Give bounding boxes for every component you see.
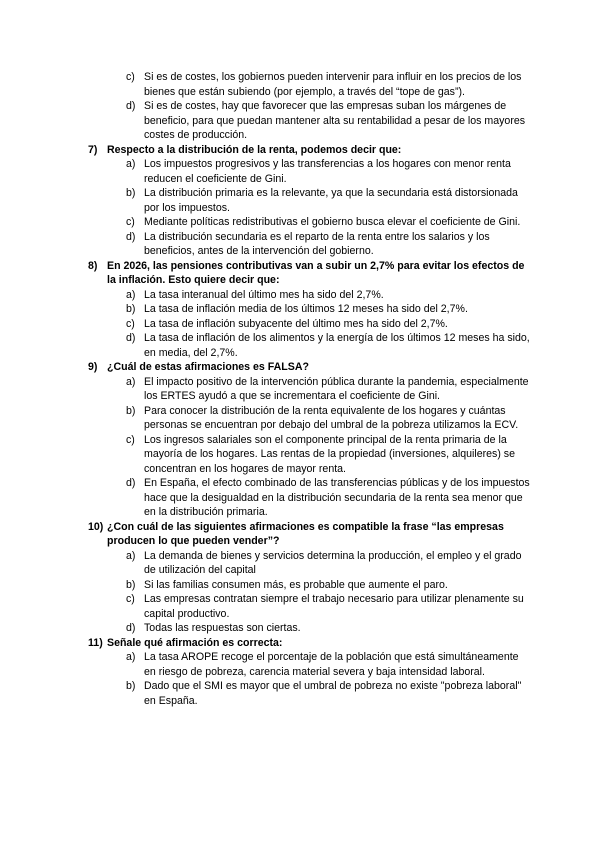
option-item <box>0 317 600 332</box>
option-text: Mediante políticas redistributivas el gobierno busca elevar el coeficiente de Gini. <box>144 216 521 228</box>
option-letter: a) <box>126 158 136 170</box>
option-text: Si es de costes, los gobiernos pueden intervenir para influir en los precios de los bienes que están subiendo (por ejemplo, a través del “tope de gas”). <box>144 71 522 98</box>
option-item <box>0 375 600 404</box>
option-text: En España, el efecto combinado de las transferencias públicas y de los impuestos hace que la desigualdad en la distribución secundaria de la renta sea menor que en la distribución primaria. <box>144 477 530 518</box>
option-item <box>0 215 600 230</box>
option-letter: a) <box>126 288 136 301</box>
option-letter: d) <box>126 332 136 344</box>
option-text: La demanda de bienes y servicios determina la producción, el empleo y el grado de utilización del capital <box>144 549 522 576</box>
option-item <box>0 433 600 477</box>
option-letter: a) <box>126 549 136 562</box>
option-item <box>0 186 600 215</box>
question-11 <box>0 636 600 709</box>
option-letter: c) <box>126 593 135 605</box>
option-letter: d) <box>126 100 136 112</box>
question-heading <box>0 259 600 288</box>
option-text: Dado que el SMI es mayor que el umbral de pobreza no existe "pobreza laboral" en España. <box>144 680 522 707</box>
question-text: ¿Con cuál de las siguientes afirmaciones es compatible la frase “las empresas producen lo que pueden vender”? <box>107 520 504 547</box>
option-item <box>0 476 600 520</box>
option-item <box>0 331 600 360</box>
option-letter: c) <box>126 317 135 330</box>
question-number: 10) <box>88 520 104 533</box>
option-text: Si las familias consumen más, es probable que aumente el paro. <box>144 578 448 591</box>
option-item <box>0 650 600 679</box>
option-text: La tasa de inflación media de los últimos 12 meses ha sido del 2,7%. <box>144 303 468 315</box>
option-item <box>0 404 600 433</box>
question-text: Respecto a la distribución de la renta, podemos decir que: <box>107 143 402 156</box>
question-text: ¿Cuál de estas afirmaciones es FALSA? <box>107 361 309 373</box>
option-letter: b) <box>126 404 136 417</box>
question-number: 7) <box>88 143 98 156</box>
option-text: La tasa AROPE recoge el porcentaje de la población que está simultáneamente en riesgo de pobreza, carencia material severa y baja intensidad laboral. <box>144 651 519 678</box>
option-text: Para conocer la distribución de la renta equivalente de los hogares y cuántas personas se encuentran por debajo del umbral de la pobreza utilizamos la ECV. <box>144 404 519 431</box>
question-10 <box>0 520 600 636</box>
option-letter: d) <box>126 477 136 489</box>
question-text: Señale qué afirmación es correcta: <box>107 636 283 649</box>
question-number: 9) <box>88 361 98 373</box>
option-letter: c) <box>126 71 135 83</box>
option-text: Los impuestos progresivos y las transferencias a los hogares con menor renta reducen el coeficiente de Gini. <box>144 158 511 185</box>
option-letter: a) <box>126 375 136 388</box>
option-item <box>0 157 600 186</box>
option-text: La distribución secundaria es el reparto de la renta entre los salarios y los beneficios, antes de la intervención del gobierno. <box>144 230 490 257</box>
question-number: 8) <box>88 259 98 272</box>
option-text: Si es de costes, hay que favorecer que las empresas suban los márgenes de beneficio, para que puedan mantener alta su rentabilidad a pesar de los mayores costes de producción. <box>144 100 526 141</box>
question-9 <box>0 360 600 520</box>
previous-question-options <box>0 70 600 143</box>
option-letter: c) <box>126 216 135 228</box>
option-letter: d) <box>126 622 136 634</box>
option-text: Los ingresos salariales son el componente principal de la renta primaria de la mayoría de los hogares. Las rentas de la propiedad (inversiones, alquileres) se concentran en los hogares de mayor renta. <box>144 433 515 475</box>
option-item <box>0 70 600 99</box>
option-item <box>0 302 600 317</box>
option-text: La distribución primaria es la relevante, ya que la secundaria está distorsionada por los impuestos. <box>144 187 518 214</box>
option-text: El impacto positivo de la intervención pública durante la pandemia, especialmente los ERTES ayudó a que se incrementara el coeficiente de Gini. <box>144 375 529 402</box>
question-8 <box>0 259 600 361</box>
option-letter: b) <box>126 303 136 315</box>
option-text: La tasa interanual del último mes ha sido del 2,7%. <box>144 288 384 301</box>
option-letter: d) <box>126 230 136 243</box>
option-letter: c) <box>126 433 135 446</box>
option-item <box>0 288 600 303</box>
option-text: Todas las respuestas son ciertas. <box>144 622 301 634</box>
option-text: La tasa de inflación de los alimentos y la energía de los últimos 12 meses ha sido, en media, del 2,7%. <box>144 332 530 359</box>
option-item <box>0 679 600 708</box>
question-heading <box>0 636 600 651</box>
document-page <box>0 70 600 708</box>
question-heading <box>0 360 600 375</box>
question-heading <box>0 520 600 549</box>
option-item <box>0 578 600 593</box>
option-item <box>0 549 600 578</box>
option-text: La tasa de inflación subyacente del último mes ha sido del 2,7%. <box>144 317 448 330</box>
option-item <box>0 99 600 143</box>
question-7 <box>0 143 600 259</box>
question-text: En 2026, las pensiones contributivas van a subir un 2,7% para evitar los efectos de la inflación. Esto quiere decir que: <box>107 259 525 286</box>
option-item <box>0 230 600 259</box>
question-number: 11) <box>88 636 103 649</box>
option-letter: b) <box>126 680 136 692</box>
option-letter: a) <box>126 651 136 663</box>
option-item <box>0 621 600 636</box>
option-letter: b) <box>126 578 136 591</box>
question-heading <box>0 143 600 158</box>
option-item <box>0 592 600 621</box>
option-text: Las empresas contratan siempre el trabajo necesario para utilizar plenamente su capital productivo. <box>144 593 524 620</box>
option-letter: b) <box>126 187 136 199</box>
